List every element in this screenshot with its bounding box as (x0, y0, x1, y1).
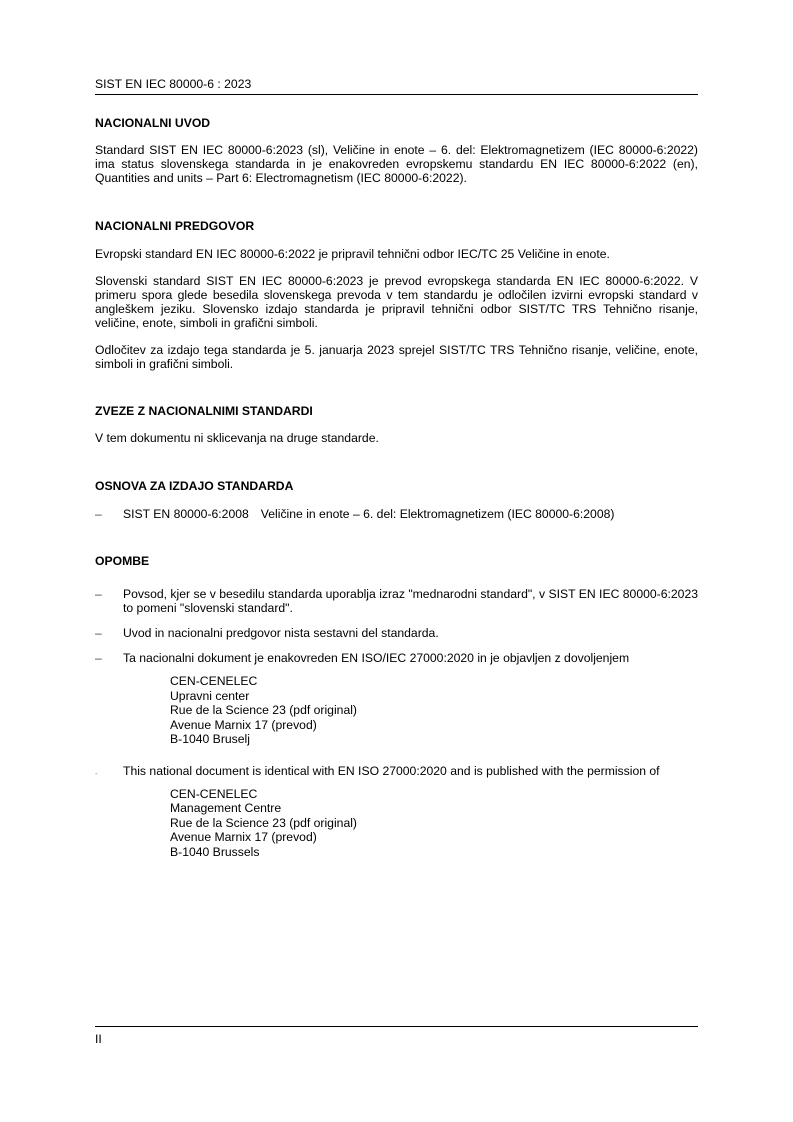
predgovor-paragraph: Odločitev za izdajo tega standarda je 5. januarja 2023 sprejel SIST/TC TRS Tehnično risanje, veličine, enote, simboli in grafični simboli. (95, 343, 698, 371)
opombe-item-text: Ta nacionalni dokument je enakovreden EN ISO/IEC 27000:2020 in je objavljen z dovoljenjem (123, 651, 630, 665)
osnova-standard-description: Veličine in enote – 6. del: Elektromagnetizem (IEC 80000-6:2008) (260, 507, 615, 521)
list-dash: – (95, 626, 102, 640)
section-title-osnova: OSNOVA ZA IZDAJO STANDARDA (95, 479, 294, 493)
nacionalni-uvod-text: Standard SIST EN IEC 80000-6:2023 (sl), Veličine in enote – 6. del: Elektromagnetizem (IEC 80000-6:2022) ima status slovenskega standarda in je enakovreden evropskemu standardu EN IEC 80000-6:2022 (en), Quantities and units – Part 6: Electromagnetism (IEC 80000-6:2022). (95, 143, 698, 185)
address-line: Upravni center (170, 688, 250, 703)
header-rule (95, 94, 698, 95)
section-title-nacionalni-uvod: NACIONALNI UVOD (95, 116, 211, 130)
address-line: CEN-CENELEC (170, 786, 258, 801)
zveze-text: V tem dokumentu ni sklicevanja na druge standarde. (95, 431, 379, 445)
opombe-list-item (95, 626, 698, 640)
address-line: Rue de la Science 23 (pdf original) (170, 815, 357, 830)
address-line: Rue de la Science 23 (pdf original) (170, 703, 357, 717)
address-line: Avenue Marnix 17 (prevod) (170, 717, 317, 732)
list-dash: - (95, 768, 98, 778)
opombe-item-text: Povsod, kjer se v besedilu standarda uporablja izraz "mednarodni standard", v SIST EN IEC 80000-6:2023 to pomeni "slovenski standard". (123, 587, 698, 615)
running-header: SIST EN IEC 80000-6 : 2023 (95, 77, 252, 91)
section-title-nacionalni-predgovor: NACIONALNI PREDGOVOR (95, 219, 255, 233)
page-content (95, 116, 698, 871)
opombe-list-item (95, 587, 698, 615)
osnova-list-item (95, 507, 698, 521)
opombe-list-item (95, 651, 698, 665)
address-line: B-1040 Bruselj (170, 732, 250, 746)
section-title-zveze: ZVEZE Z NACIONALNIMI STANDARDI (95, 404, 313, 418)
opombe-item-text: This national document is identical with EN ISO 27000:2020 and is published with the permission of (123, 763, 660, 778)
address-line: B-1040 Brussels (170, 844, 260, 859)
opombe-list-item (95, 764, 698, 778)
predgovor-paragraph: Slovenski standard SIST EN IEC 80000-6:2023 je prevod evropskega standarda EN IEC 80000-6:2022. V primeru spora glede besedila slovenskega prevoda v tem standardu je odločilen izvirni evropski standard v angleškem jeziku. Slovensko izdajo standarda je pripravil tehnični odbor SIST/TC TRS Tehnično risanje, veličine, enote, simboli in grafični simboli. (95, 274, 698, 330)
opombe-item-text: Uvod in nacionalni predgovor nista sestavni del standarda. (123, 626, 439, 640)
page-number: II (95, 1032, 102, 1046)
osnova-standard-code: SIST EN 80000-6:2008 (123, 507, 249, 521)
footer-rule (95, 1026, 698, 1027)
address-line: CEN-CENELEC (170, 674, 258, 688)
address-block-en (95, 787, 698, 860)
address-block-sl (95, 674, 698, 747)
list-dash: – (95, 507, 102, 521)
address-line: Avenue Marnix 17 (prevod) (170, 830, 317, 844)
predgovor-paragraph: Evropski standard EN IEC 80000-6:2022 je pripravil tehnični odbor IEC/TC 25 Veličine in enote. (95, 247, 610, 261)
section-title-opombe: OPOMBE (95, 554, 150, 568)
list-dash: – (95, 587, 102, 601)
list-dash: – (95, 651, 102, 665)
address-line: Management Centre (170, 801, 282, 815)
